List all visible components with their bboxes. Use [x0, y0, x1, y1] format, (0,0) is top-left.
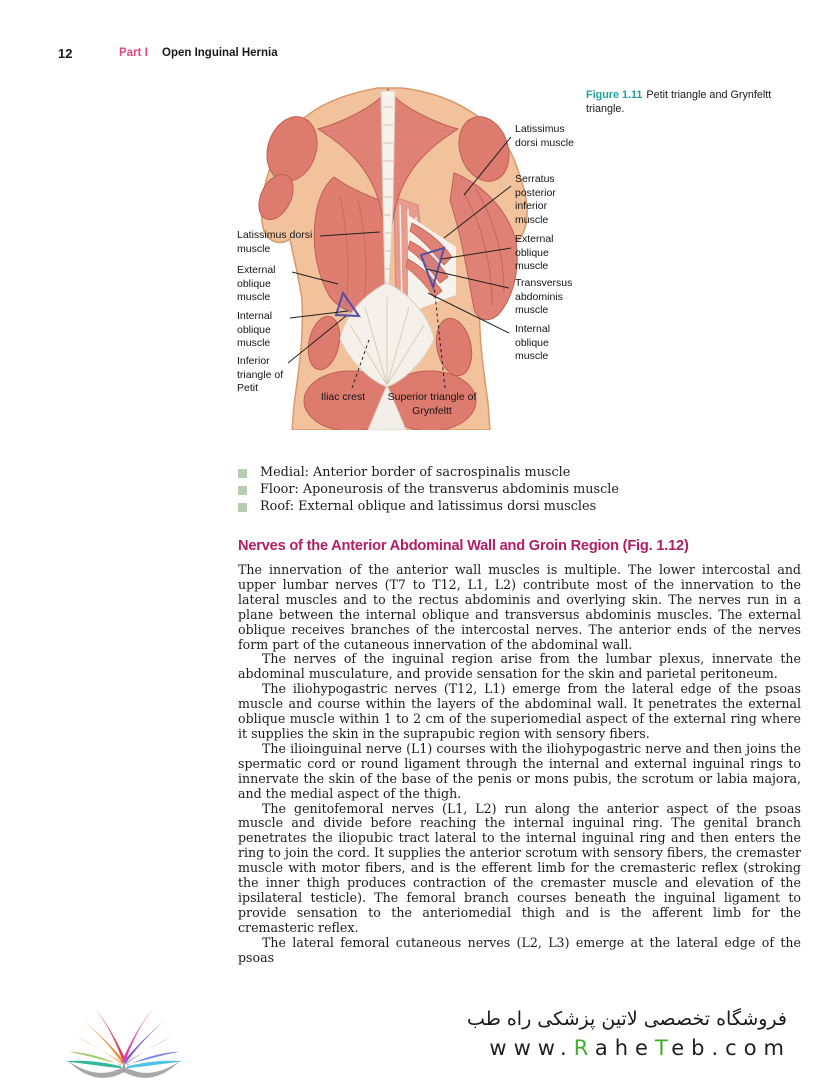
website-url: www.RaheTeb.com — [489, 1036, 791, 1060]
label-iliac-crest: Iliac crest — [320, 391, 366, 403]
figure-number: Figure 1.11 — [586, 89, 643, 101]
part-title: Open Inguinal Hernia — [162, 47, 278, 59]
label-latissimus-dorsi-right: Latissimus dorsi muscle — [515, 123, 574, 149]
paragraph: The nerves of the inguinal region arise from the lumbar plexus, innervate the abdominal musculature, and provide sensation for the skin and parietal peritoneum. — [238, 651, 801, 682]
watermark-footer — [0, 1000, 835, 1080]
persian-store-title: فروشگاه تخصصی لاتین پزشکی راه طب — [467, 1008, 787, 1030]
label-inferior-triangle-petit: Inferior triangle of Petit — [237, 355, 284, 394]
list-item — [238, 481, 678, 498]
figure-1-11 — [230, 85, 650, 430]
bullet-square-icon — [238, 469, 247, 478]
list-item — [238, 498, 678, 515]
body-text — [238, 563, 801, 965]
paragraph: The ilioinguinal nerve (L1) courses with the iliohypogastric nerve and then joins the spermatic cord or round ligament through the internal and external inguinal rings to innervate the skin of the base of the penis or mons pubis, the scrotum or labia majora, and the medial aspect of the thigh. — [238, 740, 801, 801]
list-item — [238, 464, 678, 481]
figure-caption — [586, 88, 796, 116]
part-label: Part I — [119, 47, 148, 59]
label-superior-triangle-grynfeltt: Superior triangle of Grynfeltt — [387, 391, 477, 417]
url-letter-t: T — [654, 1036, 672, 1060]
triangle-boundaries-list — [238, 464, 678, 515]
label-internal-oblique-left: Internal oblique muscle — [237, 310, 273, 349]
bullet-text: Roof: External oblique and latissimus dorsi muscles — [260, 499, 597, 514]
bullet-square-icon — [238, 503, 247, 512]
bullet-square-icon — [238, 486, 247, 495]
bullet-text: Medial: Anterior border of sacrospinalis muscle — [260, 465, 571, 480]
raheteb-book-logo-icon — [60, 1004, 190, 1080]
paragraph: The innervation of the anterior wall muscles is multiple. The lower intercostal and upper lumbar nerves (T7 to T12, L1, L2) contribute most of the innervation to the lateral muscles and to the rectus abdominis and overlying skin. The nerves run in a plane between the internal oblique and transversus abdominis muscles. The external oblique receives branches of the intercostal nerves. The anterior ends of the nerves form part of the cutaneous innervation of the abdominal wall. — [238, 562, 801, 652]
label-serratus-posterior-inferior: Serratus posterior inferior muscle — [515, 173, 556, 226]
label-transversus-abdominis: Transversus abdominis muscle — [515, 277, 573, 316]
label-external-oblique-right: External oblique muscle — [515, 233, 554, 272]
figure-caption-text: Petit triangle and Grynfeltt triangle. — [586, 89, 772, 115]
url-letter-r: R — [573, 1036, 595, 1060]
bullet-text: Floor: Aponeurosis of the transverus abdominis muscle — [260, 482, 619, 497]
paragraph: The lateral femoral cutaneous nerves (L2, L3) emerge at the lateral edge of the psoas — [238, 934, 801, 965]
section-heading: Nerves of the Anterior Abdominal Wall and Groin Region (Fig. 1.12) — [238, 538, 689, 554]
paragraph: The iliohypogastric nerves (T12, L1) emerge from the lateral edge of the psoas muscle and course within the layers of the abdominal wall. It penetrates the external oblique muscle within 1 to 2 cm of the superiomedial aspect of the external ring where it supplies the skin in the suprapubic region with sensory fibers. — [238, 681, 801, 741]
label-internal-oblique-right: Internal oblique muscle — [515, 323, 551, 362]
label-latissimus-dorsi-left: Latissimus dorsi muscle — [237, 229, 313, 255]
paragraph: The genitofemoral nerves (L1, L2) run along the anterior aspect of the psoas muscle and divide before reaching the internal inguinal ring. The genital branch penetrates the iliopubic tract lateral to the internal inguinal ring and then enters the ring to join the cord. It supplies the anterior scrotum with sensory fibers, the cremaster muscle with motor fibers, and is the efferent limb for the cremasteric reflex (stroking the inner thigh produces contraction of the cremaster muscle and elevation of the ipsilateral testicle). The femoral branch courses beneath the inguinal ligament to provide sensation to the anteriomedial thigh and is the afferent limb for the cremasteric reflex. — [238, 800, 801, 935]
label-external-oblique-left: External oblique muscle — [237, 264, 276, 303]
page-number: 12 — [58, 46, 73, 61]
